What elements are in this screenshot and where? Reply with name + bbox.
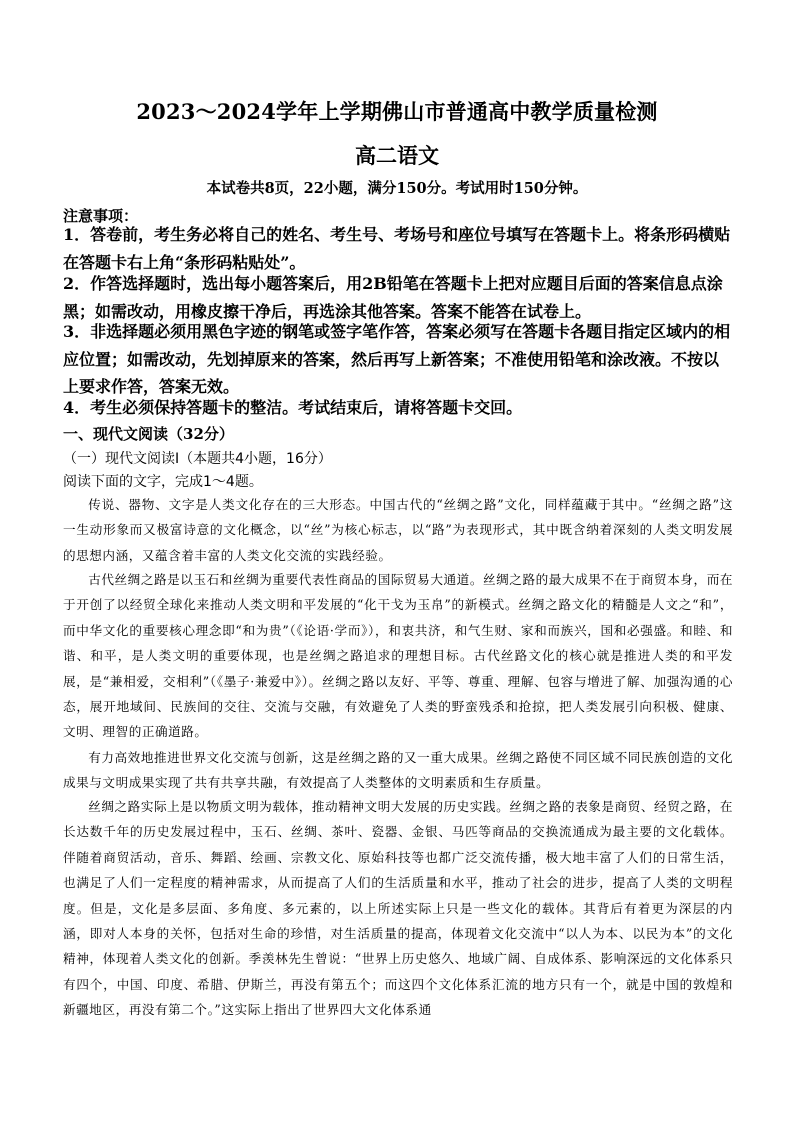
exam-title: 2023～2024学年上学期佛山市普通高中教学质量检测: [136, 99, 658, 124]
notice-item: 4．考生必须保持答题卡的整洁。考试结束后，请将答题卡交回。: [63, 398, 523, 417]
notice-heading: 注意事项：: [63, 207, 139, 225]
passage-paragraph: 丝绸之路实际上是以物质文明为载体，推动精神文明大发展的历史实践。丝绸之路的表象是商贸、经贸之路，在长达数千年的历史发展过程中，玉石、丝绸、茶叶、瓷器、金银、马匹等商品的交换流通成为最主要的文化载体。伴随着商贸活动，音乐、舞蹈、绘画、宗教文化、原始科技等也都广泛交流传播，极大地丰富了人们的日常生活，也满足了人们一定程度的精神需求，从而提高了人们的生活质量和水平，推动了社会的进步，提高了人类的文明程度。但是，文化是多层面、多角度、多元素的，以上所述实际上只是一些文化的载体。其背后有着更为深层的内涵，即对人本身的关怀，包括对生命的珍惜，对生活质量的提高，体现着文化交流中“以人为本、以民为本”的文化精神，体现着人类文化的创新。季羡林先生曾说：“世界上历史悠久、地域广阔、自成体系、影响深远的文化体系只有四个，中国、印度、希腊、伊斯兰，再没有第五个；而这四个文化体系汇流的地方只有一个，就是中国的敦煌和新疆地区，再没有第二个。”这实际上指出了世界四大文化体系通: [63, 799, 733, 1018]
section-subheading: （一）现代文阅读Ⅰ（本题共4小题，16分）: [63, 451, 332, 467]
passage-paragraph: 传说、器物、文字是人类文化存在的三大形态。中国古代的“丝绸之路”文化，同样蕴藏于其中。“丝绸之路”这一生动形象而又极富诗意的文化概念，以“丝”为核心标志，以“路”为表现形式，其中既含纳着深刻的人类文明发展的思想内涵，又蕴含着丰富的人类文化交流的实践经验。: [63, 497, 733, 563]
notice-item: 1．答卷前，考生务必将自己的姓名、考生号、考场号和座位号填写在答题卡上。将条形码横贴在答题卡右上角“条形码粘贴处”。: [63, 225, 731, 272]
section-heading: 一、现代文阅读（32分）: [63, 425, 234, 443]
exam-meta: 本试卷共8页，22小题，满分150分。考试用时150分钟。: [206, 180, 588, 197]
passage-paragraph: 古代丝绸之路是以玉石和丝绸为重要代表性商品的国际贸易大通道。丝绸之路的最大成果不在于商贸本身，而在于开创了以经贸全球化来推动人类文明和平发展的“化干戈为玉帛”的新模式。丝绸之路文化的精髓是人文之“和”，而中华文化的重要核心理念即“和为贵”（《论语·学而》），和衷共济，和气生财、家和而族兴，国和必强盛。和睦、和谐、和平，是人类文明的重要体现，也是丝绸之路追求的理想目标。古代丝路文化的核心就是推进人类的和平发展，是“兼相爱，交相利”（《墨子·兼爱中》）。丝绸之路以友好、平等、尊重、理解、包容与增进了解、加强沟通的心态，展开地域间、民族间的交往、交流与交融，有效避免了人类的野蛮残杀和抢掠，把人类发展引向积极、健康、文明、理智的正确道路。: [63, 572, 733, 740]
passage-paragraph: 有力高效地推进世界文化交流与创新，这是丝绸之路的又一重大成果。丝绸之路使不同区域不同民族创造的文化成果与文明成果实现了共有共享共融，有效提高了人类整体的文明素质和生存质量。: [63, 750, 733, 791]
notice-item: 2．作答选择题时，选出每小题答案后，用2B铅笔在答题卡上把对应题目后面的答案信息点涂黑；如需改动，用橡皮擦干净后，再选涂其他答案。答案不能答在试卷上。: [63, 274, 723, 321]
reading-instruction: 阅读下面的文字，完成1～4题。: [63, 474, 263, 490]
notice-item: 3．非选择题必须用黑色字迹的钢笔或签字笔作答，答案必须写在答题卡各题目指定区域内的相应位置；如需改动，先划掉原来的答案，然后再写上新答案；不准使用铅笔和涂改液。不按以上要求作答，答案无效。: [63, 322, 731, 396]
subject-title: 高二语文: [355, 143, 439, 168]
